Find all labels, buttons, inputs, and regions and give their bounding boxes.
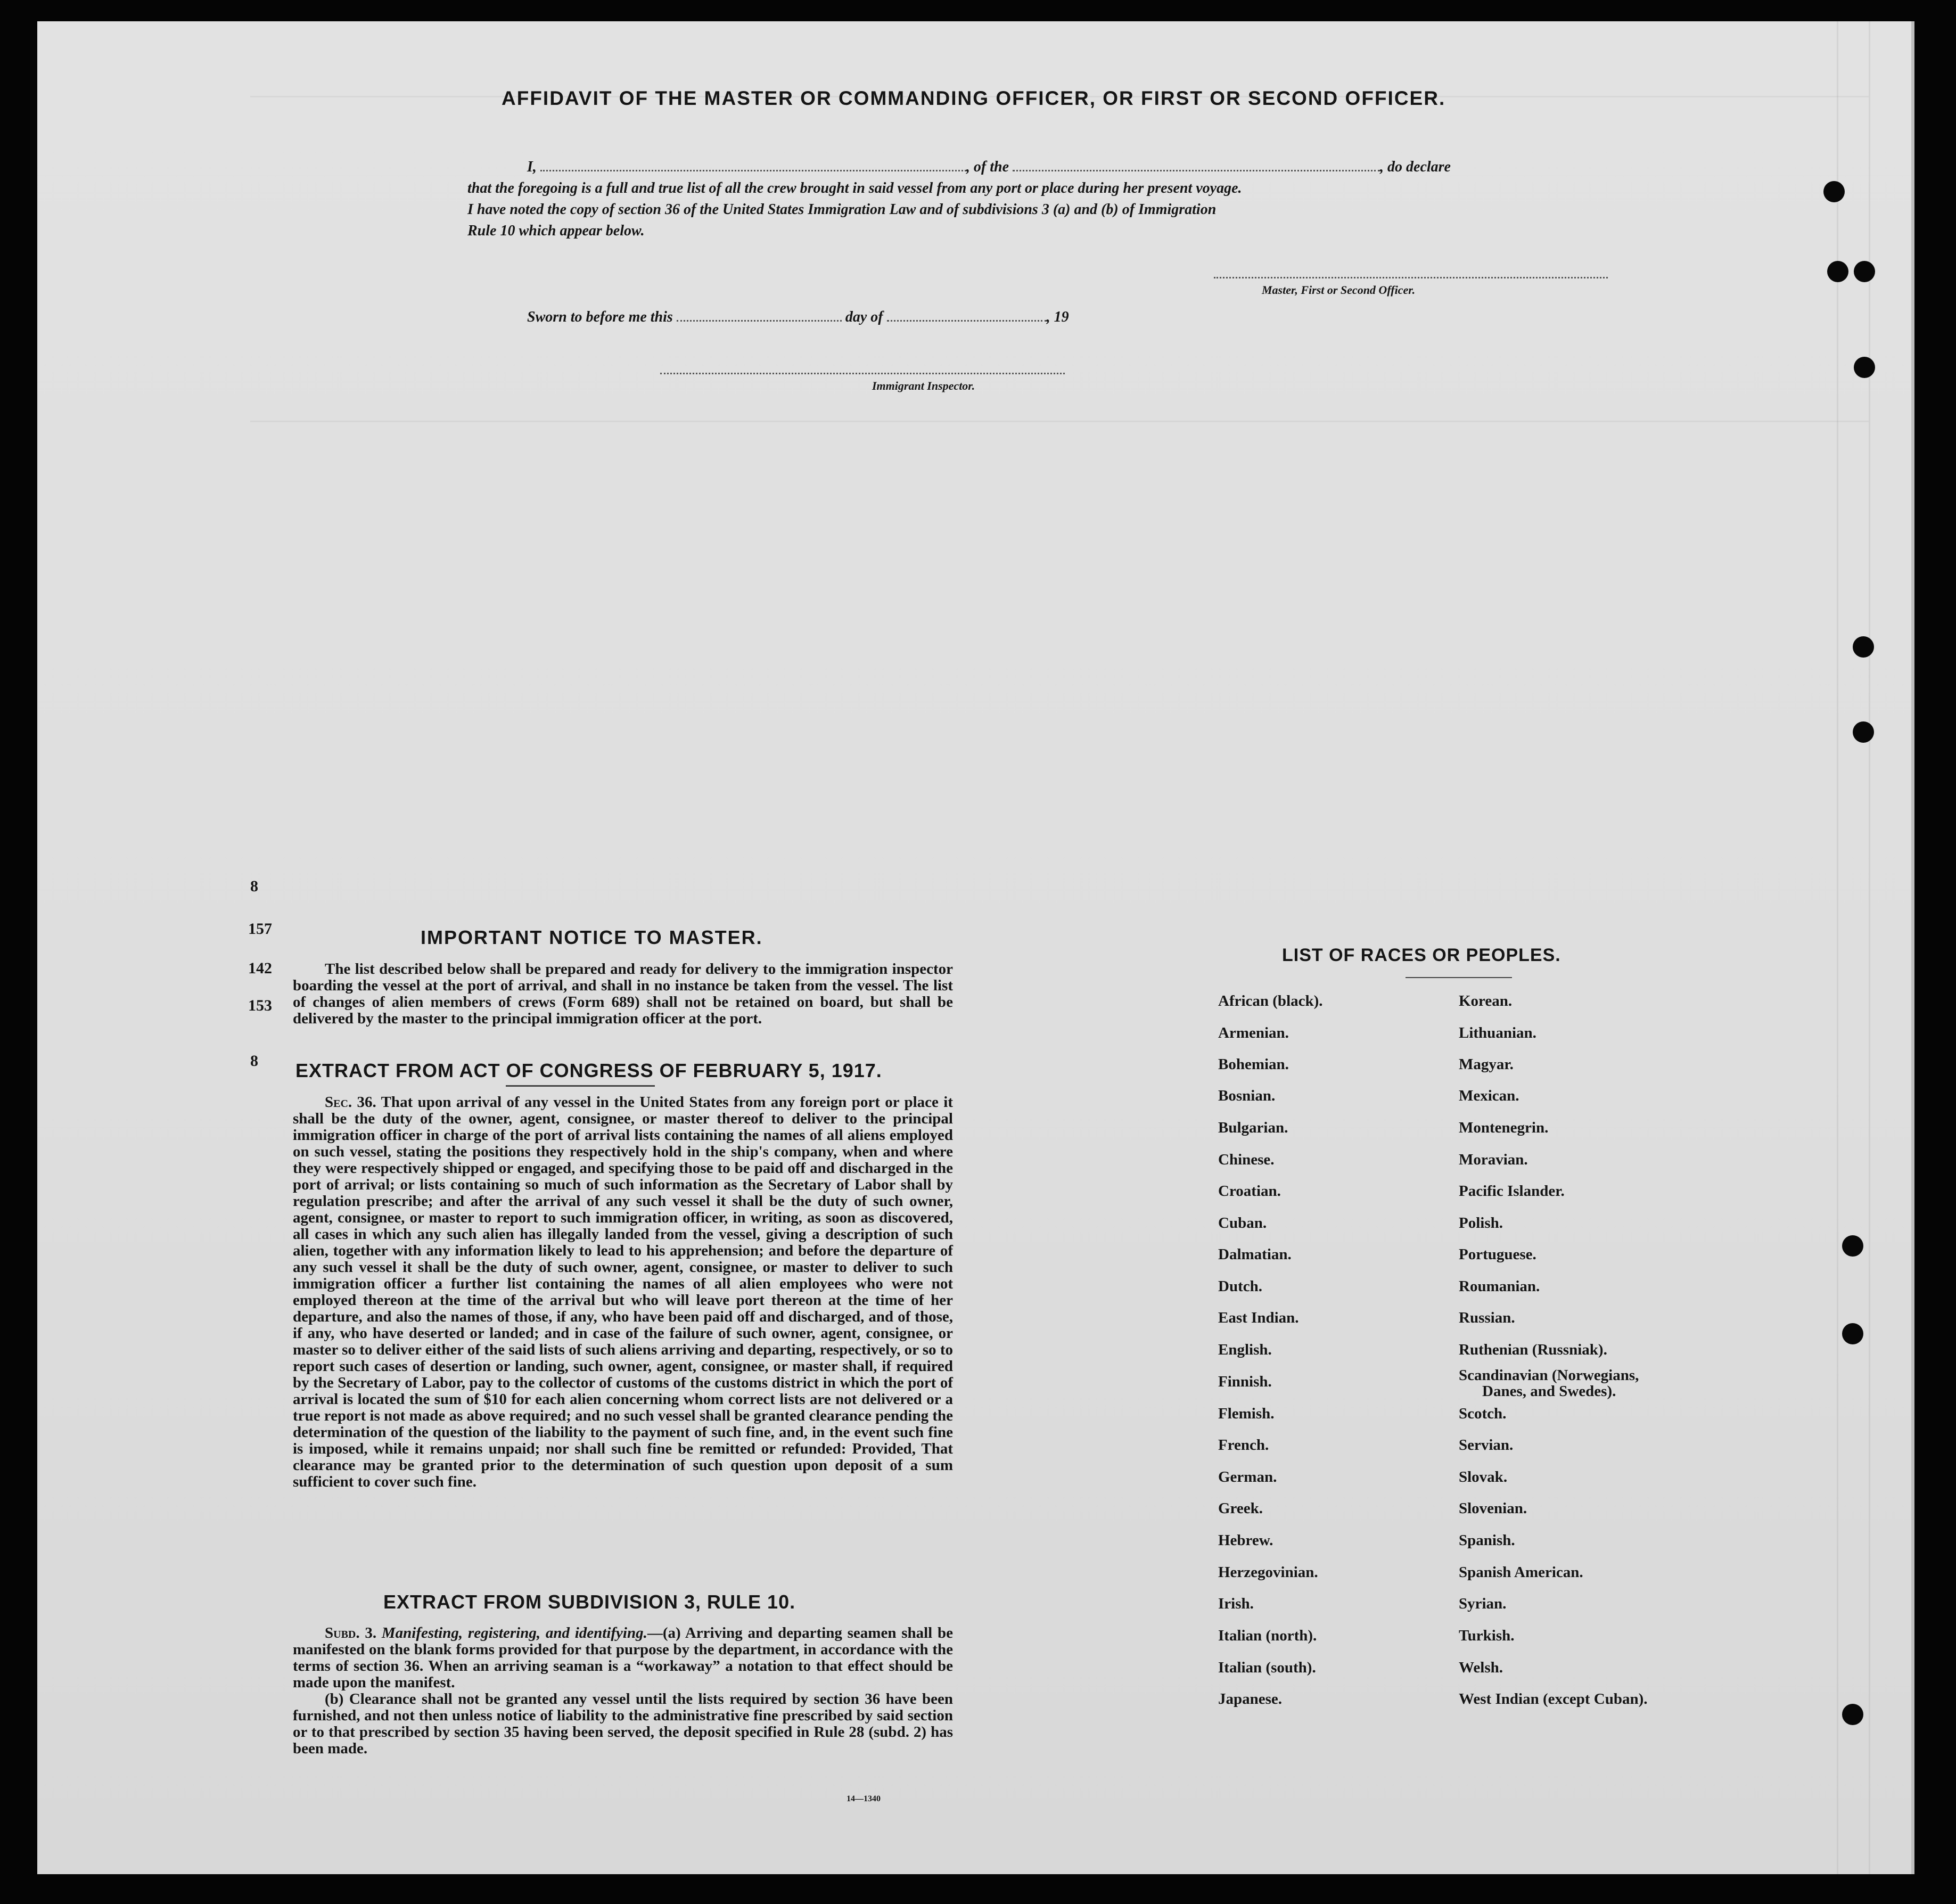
margin-number: 153 (248, 997, 272, 1014)
race-item: Lithuanian. (1459, 1024, 1536, 1041)
margin-number: 142 (248, 959, 272, 977)
day-of-text: day of (845, 309, 883, 325)
races-title: LIST OF RACES OR PEOPLES. (1282, 945, 1561, 965)
race-item: Russian. (1459, 1309, 1515, 1326)
race-item: Flemish. (1218, 1405, 1275, 1422)
race-item: Croatian. (1218, 1183, 1281, 1200)
notice-text: The list described below shall be prepared and ready for delivery to the immigration inspector boarding the vessel at the port of arrival, and shall in no instance be taken from the vessel. The list of changes of alien members of crews (Form 689) shall not be retained on board, but shall be delivered by the master to the principal immigration officer at the port. (293, 961, 953, 1027)
race-item: Bohemian. (1218, 1056, 1289, 1073)
punch-hole (1854, 357, 1875, 378)
race-item: Scandinavian (Norwegians, (1459, 1367, 1639, 1384)
race-item: Scotch. (1459, 1405, 1507, 1422)
race-item: German. (1218, 1468, 1277, 1486)
form-number: 14—1340 (846, 1794, 881, 1803)
race-item: Servian. (1459, 1437, 1514, 1454)
subdivision-label: Subd. 3. (325, 1624, 377, 1642)
race-item: Bulgarian. (1218, 1119, 1288, 1136)
notice-body (293, 961, 953, 1027)
race-item: Armenian. (1218, 1024, 1289, 1041)
affidavit-line-2: that the foregoing is a full and true list of all the crew brought in said vessel from any port or place during her present voyage. (467, 180, 1242, 196)
race-item: Moravian. (1459, 1151, 1528, 1168)
race-item: Mexican. (1459, 1087, 1519, 1104)
race-item: Welsh. (1459, 1659, 1503, 1676)
race-item: Italian (south). (1218, 1659, 1316, 1676)
margin-number: 157 (248, 920, 272, 938)
punch-hole (1842, 1704, 1863, 1725)
affidavit-of-the: , of the (966, 159, 1009, 175)
subdivision-b-text: (b) Clearance shall not be granted any vessel until the lists required by section 36 have been furnished, and not then unless notice of liability to the administrative fine prescribed by said section or to that prescribed by section 35 having been served, the deposit specified in Rule 28 (subd. 2) has been made. (293, 1690, 953, 1757)
punch-hole (1853, 721, 1874, 743)
race-item: Montenegrin. (1459, 1119, 1549, 1136)
punch-hole (1842, 1235, 1863, 1257)
race-item: East Indian. (1218, 1309, 1299, 1326)
inspector-signature-blank (660, 373, 1065, 374)
race-item: Finnish. (1218, 1373, 1272, 1390)
affidavit-i: I, (527, 159, 537, 175)
race-item-continuation: Danes, and Swedes). (1482, 1383, 1616, 1400)
race-item: Cuban. (1218, 1214, 1267, 1232)
race-item: African (black). (1218, 992, 1323, 1010)
affidavit-line-4: Rule 10 which appear below. (467, 223, 645, 239)
section-36-text: That upon arrival of any vessel in the United States from any foreign port or place it shall be the duty of the owner, agent, consignee, or master thereof to deliver to the principal immigration officer in charge of the port of arrival lists containing the names of all aliens employed on such vessel, stating the positions they respectively hold in the ship's company, when and where they were respectively shipped or engaged, and specifying those to be paid off and discharged in the port of arrival; or lists containing so much of such information as the Secretary of Labor shall by regulation prescribe; and after the arrival of any such vessel it shall be the duty of such owner, agent, consignee, or master to report to such immigration officer, in writing, as soon as discovered, all cases in which any such alien has illegally landed from the vessel, giving a description of such alien, together with any information likely to lead to his apprehension; and before the departure of any such vessel it shall be the duty of such owner, agent, consignee, or master to deliver to such immigration officer a further list containing the names of all alien employees who were not employed thereon at the time of the arrival but who will leave port thereon at the time of her departure, and also the names of those, if any, who have been paid off and discharged, and of those, if any, who have deserted or landed; and in case of the failure of such owner, agent, consignee, or master so to deliver either of the said lists of such aliens arriving and departing, respectively, or so to report such cases of desertion or landing, such owner, agent, consignee, or master shall, if required by the Secretary of Labor, pay to the collector of customs of the customs district in which the port of arrival is located the sum of $10 for each alien concerning whom correct lists are not delivered or a true report is not made as above required; and no such vessel shall be granted clearance pending the determination of the question of the liability to the payment of such fine, and, in the event such fine is imposed, while it remains unpaid; nor shall such fine be remitted or refunded: Provided, That clearance may be granted prior to the determination of such question upon deposit of a sum sufficient to cover such fine. (293, 1094, 953, 1490)
inspector-caption: Immigrant Inspector. (872, 379, 975, 392)
race-item: Ruthenian (Russniak). (1459, 1341, 1607, 1358)
affidavit-declaration-line (527, 159, 1451, 176)
margin-number: 8 (250, 1052, 258, 1070)
race-item: French. (1218, 1437, 1269, 1454)
race-item: Portuguese. (1459, 1246, 1536, 1263)
race-item: Chinese. (1218, 1151, 1275, 1168)
sworn-line (527, 309, 1069, 326)
race-item: Hebrew. (1218, 1532, 1273, 1549)
rule-body (293, 1625, 953, 1757)
affidavit-title: AFFIDAVIT OF THE MASTER OR COMMANDING OFFICER, OR FIRST OR SECOND OFFICER. (502, 87, 1446, 109)
punch-hole (1842, 1323, 1863, 1344)
divider (1406, 977, 1512, 978)
punch-hole (1854, 261, 1875, 282)
race-item: Roumanian. (1459, 1278, 1540, 1295)
notice-title: IMPORTANT NOTICE TO MASTER. (421, 926, 763, 948)
document-page (37, 21, 1914, 1874)
sworn-text: Sworn to before me this (527, 309, 673, 325)
master-signature-blank (1214, 277, 1608, 278)
punch-hole (1827, 261, 1848, 282)
punch-hole (1823, 181, 1845, 202)
race-item: Bosnian. (1218, 1087, 1276, 1104)
race-item: Italian (north). (1218, 1627, 1317, 1644)
act-title: EXTRACT FROM ACT OF CONGRESS OF FEBRUARY 5, 1917. (295, 1060, 882, 1081)
vessel-blank (1013, 170, 1380, 171)
divider (506, 1085, 655, 1087)
subdivision-heading: Manifesting, registering, and identifying. (381, 1624, 647, 1642)
race-item: Japanese. (1218, 1690, 1283, 1708)
month-blank (887, 320, 1047, 322)
race-item: Slovak. (1459, 1468, 1508, 1486)
race-item: Turkish. (1459, 1627, 1515, 1644)
race-item: Polish. (1459, 1214, 1503, 1232)
day-blank (677, 320, 842, 322)
affidavit-line-3: I have noted the copy of section 36 of the United States Immigration Law and of subdivisions 3 (a) and (b) of Immigration (467, 201, 1217, 218)
bleed-through-line (1837, 21, 1838, 1874)
bleed-through-line (250, 421, 1869, 422)
act-body (293, 1094, 953, 1490)
race-item: Spanish. (1459, 1532, 1515, 1549)
year-prefix: , 19 (1046, 309, 1069, 325)
race-item: Dalmatian. (1218, 1246, 1292, 1263)
affidavit-do-declare: , do declare (1380, 159, 1451, 175)
race-item: Korean. (1459, 992, 1513, 1010)
section-label: Sec. 36. (325, 1094, 376, 1111)
punch-hole (1853, 636, 1874, 658)
race-item: Herzegovinian. (1218, 1564, 1318, 1581)
race-item: Pacific Islander. (1459, 1183, 1565, 1200)
bleed-through-line (1869, 21, 1870, 1874)
race-item: West Indian (except Cuban). (1459, 1690, 1648, 1708)
race-item: English. (1218, 1341, 1272, 1358)
race-item: Dutch. (1218, 1278, 1262, 1295)
rule-title: EXTRACT FROM SUBDIVISION 3, RULE 10. (383, 1591, 796, 1613)
race-item: Syrian. (1459, 1595, 1507, 1612)
margin-number: 8 (250, 877, 258, 895)
race-item: Irish. (1218, 1595, 1254, 1612)
race-item: Magyar. (1459, 1056, 1514, 1073)
race-item: Greek. (1218, 1500, 1263, 1517)
race-item: Slovenian. (1459, 1500, 1527, 1517)
race-item: Spanish American. (1459, 1564, 1583, 1581)
name-blank (540, 170, 966, 171)
master-caption: Master, First or Second Officer. (1262, 283, 1416, 297)
subdivision-a-text: —(a) Arriving and departing seamen shall be manifested on the blank forms provided for that purpose by the department, in accordance with the terms of section 36. When an arriving seaman is a “workaway” a notation to that effect should be made upon the manifest. (293, 1624, 953, 1691)
